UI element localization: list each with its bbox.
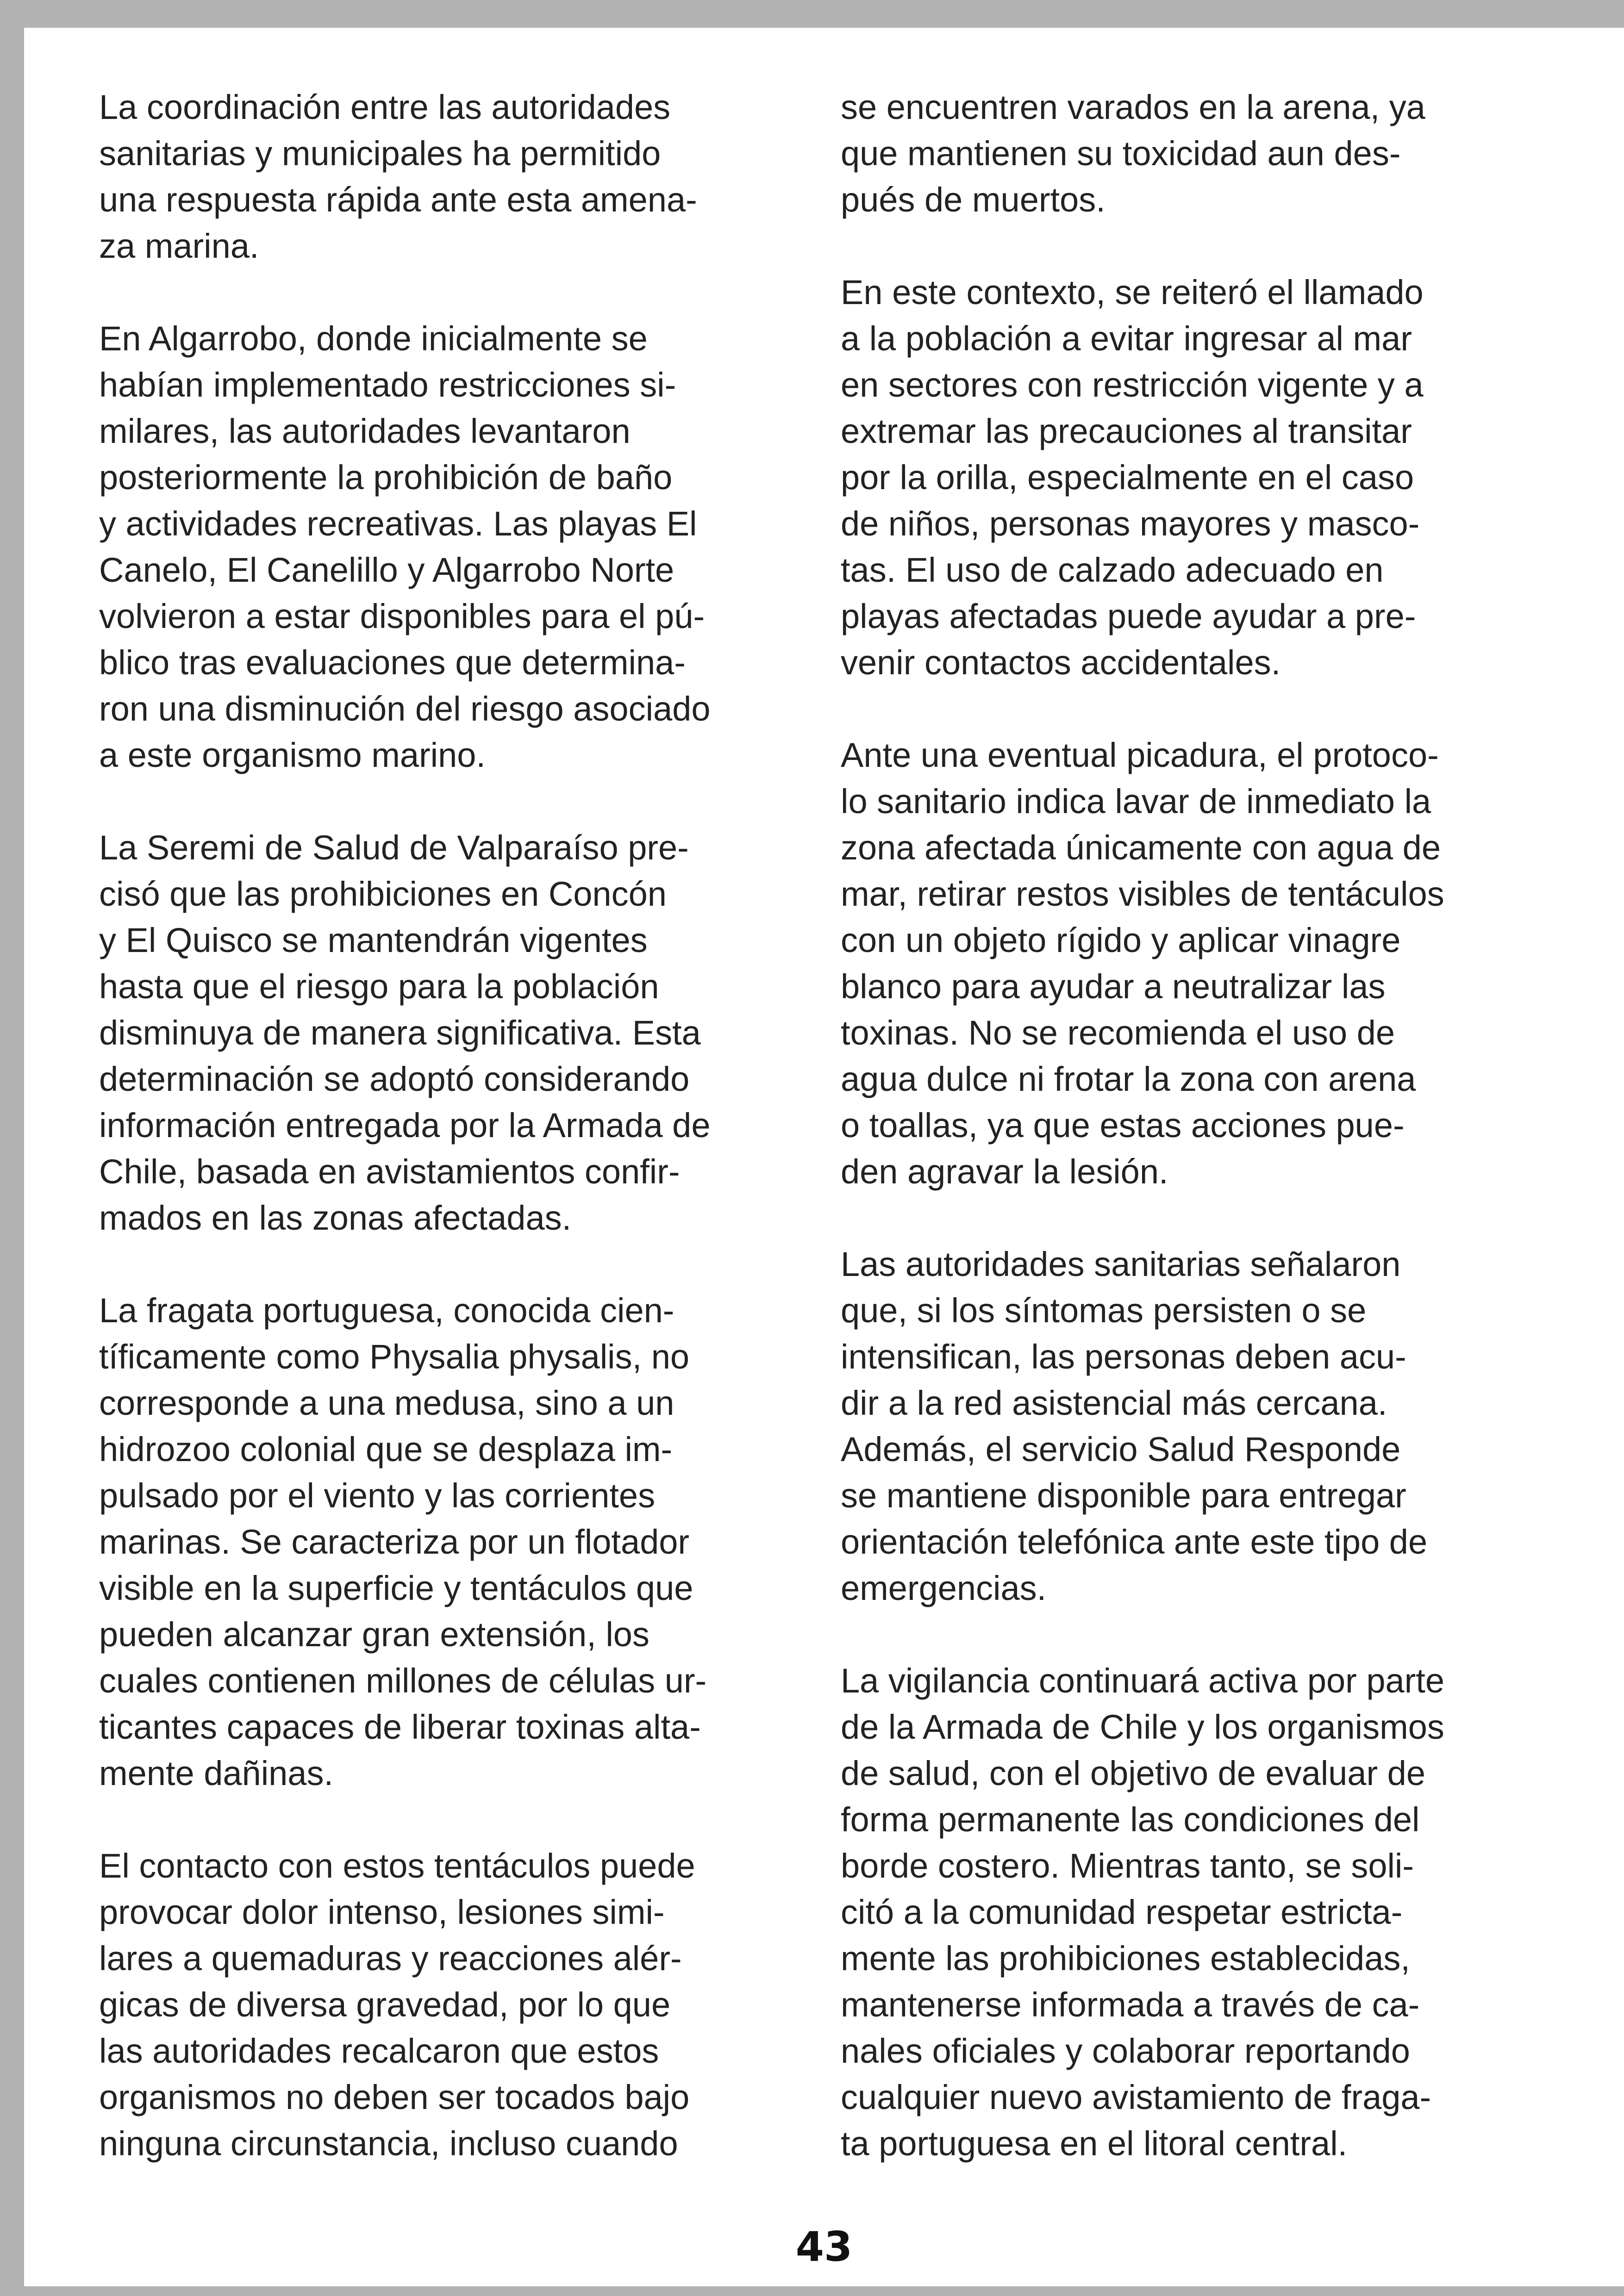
- paragraph: [841, 732, 1544, 1195]
- text-line: por la orilla, especialmente en el caso: [841, 458, 1414, 497]
- text-line: cuales contienen millones de células ur-: [99, 1661, 707, 1700]
- text-line: hasta que el riesgo para la población: [99, 967, 659, 1006]
- text-line: visible en la superficie y tentáculos que: [99, 1569, 693, 1607]
- text-line: de la Armada de Chile y los organismos: [841, 1708, 1444, 1746]
- text-line: las autoridades recalcaron que estos: [99, 2032, 659, 2070]
- paragraph-gap: [99, 778, 803, 825]
- text-line: agua dulce ni frotar la zona con arena: [841, 1060, 1416, 1098]
- text-line: cisó que las prohibiciones en Concón: [99, 875, 667, 913]
- document-page: [24, 28, 1624, 2286]
- text-line: ticantes capaces de liberar toxinas alta-: [99, 1708, 701, 1746]
- paragraph: [841, 84, 1544, 223]
- left-column: [99, 84, 803, 2167]
- text-line: La fragata portuguesa, conocida cien-: [99, 1291, 675, 1330]
- text-line: pueden alcanzar gran extensión, los: [99, 1615, 650, 1654]
- text-line: lo sanitario indica lavar de inmediato la: [841, 782, 1431, 821]
- text-line: playas afectadas puede ayudar a pre-: [841, 597, 1416, 635]
- right-column: [841, 84, 1544, 2167]
- paragraph: [841, 269, 1544, 686]
- text-line: venir contactos accidentales.: [841, 643, 1281, 682]
- text-line: ta portuguesa en el litoral central.: [841, 2124, 1348, 2163]
- text-line: blico tras evaluaciones que determina-: [99, 643, 686, 682]
- text-line: Las autoridades sanitarias señalaron: [841, 1245, 1401, 1283]
- paragraph: [99, 316, 803, 778]
- text-line: intensifican, las personas deben acu-: [841, 1338, 1406, 1376]
- text-line: habían implementado restricciones si-: [99, 366, 676, 404]
- text-line: lares a quemaduras y reacciones alér-: [99, 1939, 682, 1978]
- text-line: den agravar la lesión.: [841, 1152, 1168, 1191]
- text-line: za marina.: [99, 227, 259, 265]
- text-line: nales oficiales y colaborar reportando: [841, 2032, 1410, 2070]
- text-line: corresponde a una medusa, sino a un: [99, 1384, 675, 1422]
- text-line: gicas de diversa gravedad, por lo que: [99, 1985, 671, 2024]
- text-line: El contacto con estos tentáculos puede: [99, 1847, 695, 1885]
- text-line: se encuentren varados en la arena, ya: [841, 88, 1425, 126]
- paragraph: [99, 84, 803, 269]
- text-line: La Seremi de Salud de Valparaíso pre-: [99, 828, 689, 867]
- text-line: a este organismo marino.: [99, 736, 486, 774]
- text-line: borde costero. Mientras tanto, se soli-: [841, 1847, 1414, 1885]
- text-line: que mantienen su toxicidad aun des-: [841, 134, 1401, 173]
- text-line: o toallas, ya que estas acciones pue-: [841, 1106, 1405, 1145]
- paragraph-gap: [841, 1612, 1544, 1658]
- text-line: sanitarias y municipales ha permitido: [99, 134, 661, 173]
- paragraph-gap: [841, 1195, 1544, 1241]
- text-line: orientación telefónica ante este tipo de: [841, 1523, 1428, 1561]
- text-line: Canelo, El Canelillo y Algarrobo Norte: [99, 551, 675, 589]
- text-line: de salud, con el objetivo de evaluar de: [841, 1754, 1425, 1792]
- text-line: pulsado por el viento y las corrientes: [99, 1476, 656, 1515]
- text-line: organismos no deben ser tocados bajo: [99, 2078, 690, 2116]
- text-line: Chile, basada en avistamientos confir-: [99, 1152, 680, 1191]
- text-line: forma permanente las condiciones del: [841, 1800, 1420, 1839]
- text-line: zona afectada únicamente con agua de: [841, 828, 1441, 867]
- text-line: tas. El uso de calzado adecuado en: [841, 551, 1384, 589]
- text-line: hidrozoo colonial que se desplaza im-: [99, 1430, 673, 1468]
- paragraph: [99, 825, 803, 1241]
- text-line: En Algarrobo, donde inicialmente se: [99, 319, 648, 358]
- text-line: que, si los síntomas persisten o se: [841, 1291, 1367, 1330]
- text-line: milares, las autoridades levantaron: [99, 412, 631, 450]
- text-line: mar, retirar restos visibles de tentáculos: [841, 875, 1444, 913]
- text-line: disminuya de manera significativa. Esta: [99, 1014, 701, 1052]
- text-line: Ante una eventual picadura, el protoco-: [841, 736, 1439, 774]
- text-line: determinación se adoptó considerando: [99, 1060, 690, 1098]
- text-line: en sectores con restricción vigente y a: [841, 366, 1424, 404]
- text-line: tíficamente como Physalia physalis, no: [99, 1338, 690, 1376]
- text-line: una respuesta rápida ante esta amena-: [99, 180, 697, 219]
- paragraph-gap: [841, 686, 1544, 732]
- paragraph-gap: [99, 1797, 803, 1843]
- paragraph-gap: [99, 1241, 803, 1288]
- text-line: toxinas. No se recomienda el uso de: [841, 1014, 1395, 1052]
- text-line: de niños, personas mayores y masco-: [841, 504, 1420, 543]
- text-line: a la población a evitar ingresar al mar: [841, 319, 1412, 358]
- paragraph: [841, 1658, 1544, 2167]
- text-line: provocar dolor intenso, lesiones simi-: [99, 1893, 665, 1931]
- text-line: La coordinación entre las autoridades: [99, 88, 671, 126]
- text-line: mantenerse informada a través de ca-: [841, 1985, 1420, 2024]
- text-line: La vigilancia continuará activa por parte: [841, 1661, 1444, 1700]
- text-line: mados en las zonas afectadas.: [99, 1199, 572, 1237]
- paragraph: [841, 1241, 1544, 1612]
- text-line: se mantiene disponible para entregar: [841, 1476, 1406, 1515]
- text-line: información entregada por la Armada de: [99, 1106, 711, 1145]
- text-line: pués de muertos.: [841, 180, 1106, 219]
- text-line: posteriormente la prohibición de baño: [99, 458, 673, 497]
- paragraph: [99, 1288, 803, 1797]
- text-line: marinas. Se caracteriza por un flotador: [99, 1523, 690, 1561]
- text-line: ninguna circunstancia, incluso cuando: [99, 2124, 678, 2163]
- page-number: 43: [795, 2223, 853, 2271]
- text-line: citó a la comunidad respetar estricta-: [841, 1893, 1403, 1931]
- text-line: mente dañinas.: [99, 1754, 334, 1792]
- text-line: dir a la red asistencial más cercana.: [841, 1384, 1387, 1422]
- text-line: mente las prohibiciones establecidas,: [841, 1939, 1410, 1978]
- text-line: emergencias.: [841, 1569, 1047, 1607]
- text-line: cualquier nuevo avistamiento de fraga-: [841, 2078, 1431, 2116]
- text-line: Además, el servicio Salud Responde: [841, 1430, 1401, 1468]
- text-line: y El Quisco se mantendrán vigentes: [99, 921, 648, 959]
- text-line: ron una disminución del riesgo asociado: [99, 690, 711, 728]
- paragraph-gap: [841, 223, 1544, 269]
- text-line: extremar las precauciones al transitar: [841, 412, 1412, 450]
- text-line: blanco para ayudar a neutralizar las: [841, 967, 1386, 1006]
- text-line: En este contexto, se reiteró el llamado: [841, 273, 1424, 311]
- text-line: volvieron a estar disponibles para el pú-: [99, 597, 705, 635]
- text-line: con un objeto rígido y aplicar vinagre: [841, 921, 1401, 959]
- text-line: y actividades recreativas. Las playas El: [99, 504, 697, 543]
- paragraph: [99, 1843, 803, 2167]
- paragraph-gap: [99, 269, 803, 316]
